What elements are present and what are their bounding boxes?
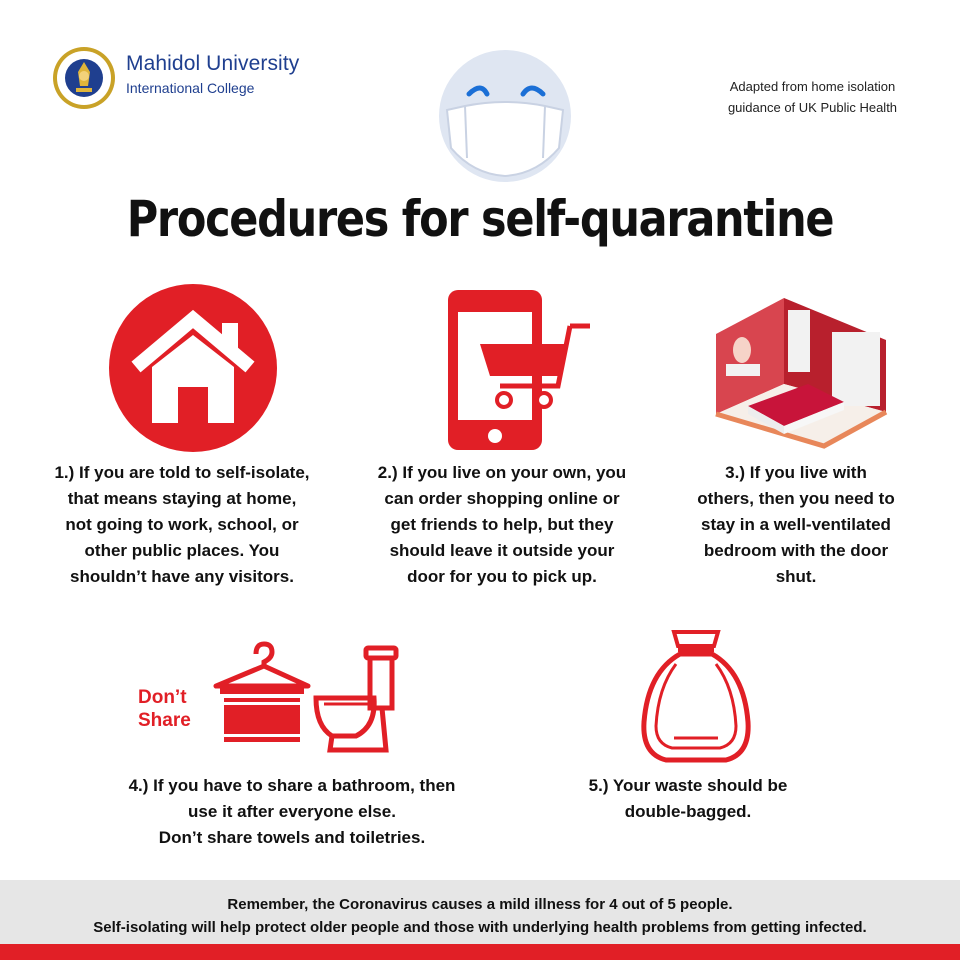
garbage-bag-icon xyxy=(636,626,756,768)
step-4-text xyxy=(82,773,502,851)
step-line: stay in a well-ventilated xyxy=(701,515,891,534)
step-line: 2.) If you live on your own, you xyxy=(377,463,627,482)
source-line: Adapted from home isolation xyxy=(729,79,896,94)
masked-face-icon xyxy=(437,48,573,184)
towel-hanger-icon xyxy=(212,640,312,746)
university-seal-icon xyxy=(52,46,116,110)
home-icon xyxy=(108,283,278,453)
step-3-text xyxy=(668,460,924,590)
dont-share-label xyxy=(138,686,218,732)
step-line: 1.) If you are told to self-isolate, xyxy=(54,463,310,482)
step-line: use it after everyone else. xyxy=(188,802,396,821)
page-title: Procedures for self-quarantine xyxy=(126,190,834,248)
dont-share-line: Share xyxy=(138,710,191,731)
step-line: double-bagged. xyxy=(624,802,752,821)
university-logo xyxy=(52,46,322,112)
step-line: 5.) Your waste should be xyxy=(588,776,788,795)
source-line: guidance of UK Public Health xyxy=(727,100,898,115)
footer-line: Self-isolating will help protect older people and those with underlying health problems from getting infected. xyxy=(93,919,867,936)
step-line: other public places. You xyxy=(84,541,280,560)
step-1-text xyxy=(22,460,342,590)
logo-subtitle: International College xyxy=(126,80,255,96)
toilet-icon xyxy=(312,644,402,754)
step-line: get friends to help, but they xyxy=(390,515,614,534)
step-line: 3.) If you live with xyxy=(725,463,867,482)
dont-share-line: Don’t xyxy=(138,687,187,708)
step-line: shouldn’t have any visitors. xyxy=(70,567,294,586)
step-line: should leave it outside your xyxy=(389,541,615,560)
step-line: bedroom with the door xyxy=(703,541,889,560)
bottom-accent-bar xyxy=(0,944,960,960)
step-line: that means staying at home, xyxy=(67,489,297,508)
step-line: not going to work, school, or xyxy=(65,515,299,534)
step-line: can order shopping online or xyxy=(384,489,620,508)
footer-line: Remember, the Coronavirus causes a mild illness for 4 out of 5 people. xyxy=(227,896,733,913)
footer-banner xyxy=(0,880,960,944)
source-note xyxy=(690,76,935,118)
step-5-text xyxy=(540,773,836,825)
step-line: door for you to pick up. xyxy=(407,567,597,586)
step-line: shut. xyxy=(775,567,817,586)
step-line: others, then you need to xyxy=(697,489,895,508)
step-line: Don’t share towels and toiletries. xyxy=(158,828,426,847)
step-line: 4.) If you have to share a bathroom, then xyxy=(128,776,456,795)
bedroom-icon xyxy=(712,284,890,454)
logo-name: Mahidol University xyxy=(126,52,300,75)
step-2-text xyxy=(352,460,652,590)
phone-shopping-cart-icon xyxy=(440,286,600,452)
